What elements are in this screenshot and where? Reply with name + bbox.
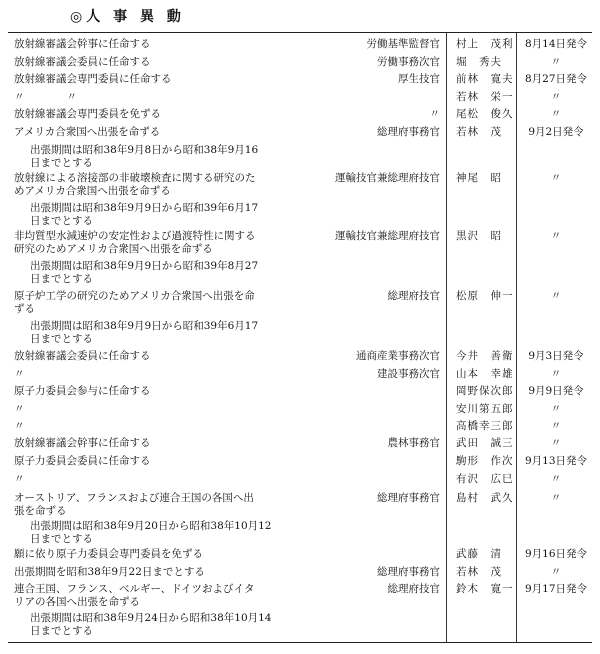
issue-date: 〃 [550,108,562,120]
issue-date: 〃 [550,172,562,184]
issue-date: 8月27日発令 [524,73,588,85]
issue-date: 9月9日発令 [528,385,584,397]
person-name: 武藤 清 [456,548,502,560]
official-title: 通商産業事務次官 [356,350,440,362]
action-text: 出張期間は昭和38年9月9日から昭和39年8月27 日までとする [30,260,259,285]
official-title: 総理府技官 [387,290,440,302]
issue-date: 〃 [550,56,562,68]
person-name: 武田 誠三 [456,437,514,449]
column-divider-name [446,33,447,642]
action-text: 放射線による溶接部の非破壊検査に関する研究のた めアメリカ合衆国へ出張を命ずる [14,172,256,197]
top-rule [8,32,592,33]
action-text: 願に依り原子力委員会専門委員を免ずる [14,548,203,560]
person-name: 鈴木 寛一 [456,583,514,595]
person-name: 堀 秀夫 [456,56,502,68]
action-text: 放射線審議会専門委員を免ずる [14,108,161,120]
issue-date: 〃 [550,230,562,242]
action-text: 出張期間は昭和38年9月20日から昭和38年10月12 日までとする [30,520,272,545]
person-name: 松原 伸一 [456,290,514,302]
person-name: 島村 武久 [456,492,514,504]
issue-date: 〃 [550,403,562,415]
action-text: 放射線審議会委員に任命する [14,350,151,362]
column-divider-date [516,33,517,642]
official-title: 〃 [429,108,440,120]
person-name: 岡野保次郎 [456,385,514,397]
page-title: ◎人 事 異 動 [70,9,185,25]
official-title: 厚生技官 [398,73,440,85]
action-text: 〃 [14,420,25,432]
issue-date: 9月2日発令 [528,126,584,138]
action-text: 〃 〃 [14,91,77,103]
official-title: 総理府事務官 [377,492,440,504]
official-title: 総理府事務官 [377,126,440,138]
action-text: 〃 [14,473,25,485]
issue-date: 8月14日発令 [524,38,588,50]
action-text: 〃 [14,403,25,415]
action-text: 出張期間は昭和38年9月8日から昭和38年9月16 日までとする [30,144,259,169]
person-name: 今井 善衛 [456,350,514,362]
issue-date: 9月17日発令 [524,583,588,595]
person-name: 有沢 広巳 [456,473,514,485]
action-text: 非均質型水減速炉の安定性および過渡特性に関する 研究のためアメリカ合衆国へ出張を命ずる [14,230,256,255]
action-text: 原子力委員会委員に任命する [14,455,151,467]
issue-date: 9月3日発令 [528,350,584,362]
person-name: 前林 寛夫 [456,73,514,85]
action-text: 出張期間は昭和38年9月24日から昭和38年10月14 日までとする [30,612,272,637]
person-name: 村上 茂利 [456,38,514,50]
person-name: 黒沢 昭 [456,230,502,242]
official-title: 建設事務次官 [377,368,440,380]
person-name: 高橋幸三郎 [456,420,514,432]
issue-date: 〃 [550,566,562,578]
official-title: 農林事務官 [387,437,440,449]
action-text: オーストリア、フランスおよび連合王国の各国へ出 張を命ずる [14,492,254,517]
action-text: 原子力委員会参与に任命する [14,385,151,397]
action-text: 放射線審議会専門委員に任命する [14,73,172,85]
person-name: 若林 茂 [456,566,502,578]
person-name: 山本 幸雄 [456,368,514,380]
person-name: 神尾 昭 [456,172,502,184]
action-text: アメリカ合衆国へ出張を命ずる [14,126,161,138]
action-text: 出張期間は昭和38年9月9日から昭和39年6月17 日までとする [30,202,259,227]
issue-date: 〃 [550,290,562,302]
action-text: 〃 [14,368,25,380]
issue-date: 〃 [550,420,562,432]
bottom-rule [8,642,592,643]
person-name: 若林 茂 [456,126,502,138]
issue-date: 〃 [550,473,562,485]
person-name: 若林 栄一 [456,91,514,103]
issue-date: 〃 [550,437,562,449]
action-text: 出張期間は昭和38年9月9日から昭和39年6月17 日までとする [30,320,259,345]
action-text: 連合王国、フランス、ベルギー、ドイツおよびイタ リアの各国へ出張を命ずる [14,583,255,608]
official-title: 労働事務次官 [377,56,440,68]
action-text: 出張期間を昭和38年9月22日までとする [14,566,205,578]
official-title: 労働基準監督官 [366,38,440,50]
issue-date: 9月16日発令 [524,548,588,560]
issue-date: 〃 [550,91,562,103]
issue-date: 〃 [550,368,562,380]
person-name: 安川第五郎 [456,403,514,415]
official-title: 運輸技官兼総理府技官 [335,230,440,242]
person-name: 尾松 俊久 [456,108,514,120]
issue-date: 〃 [550,492,562,504]
action-text: 放射線審議会幹事に任命する [14,38,151,50]
person-name: 駒形 作次 [456,455,514,467]
official-title: 運輸技官兼総理府技官 [335,172,440,184]
official-title: 総理府技官 [387,583,440,595]
action-text: 原子炉工学の研究のためアメリカ合衆国へ出張を命 ずる [14,290,255,315]
issue-date: 9月13日発令 [524,455,588,467]
official-title: 総理府事務官 [377,566,440,578]
action-text: 放射線審議会委員に任命する [14,56,151,68]
action-text: 放射線審議会幹事に任命する [14,437,151,449]
